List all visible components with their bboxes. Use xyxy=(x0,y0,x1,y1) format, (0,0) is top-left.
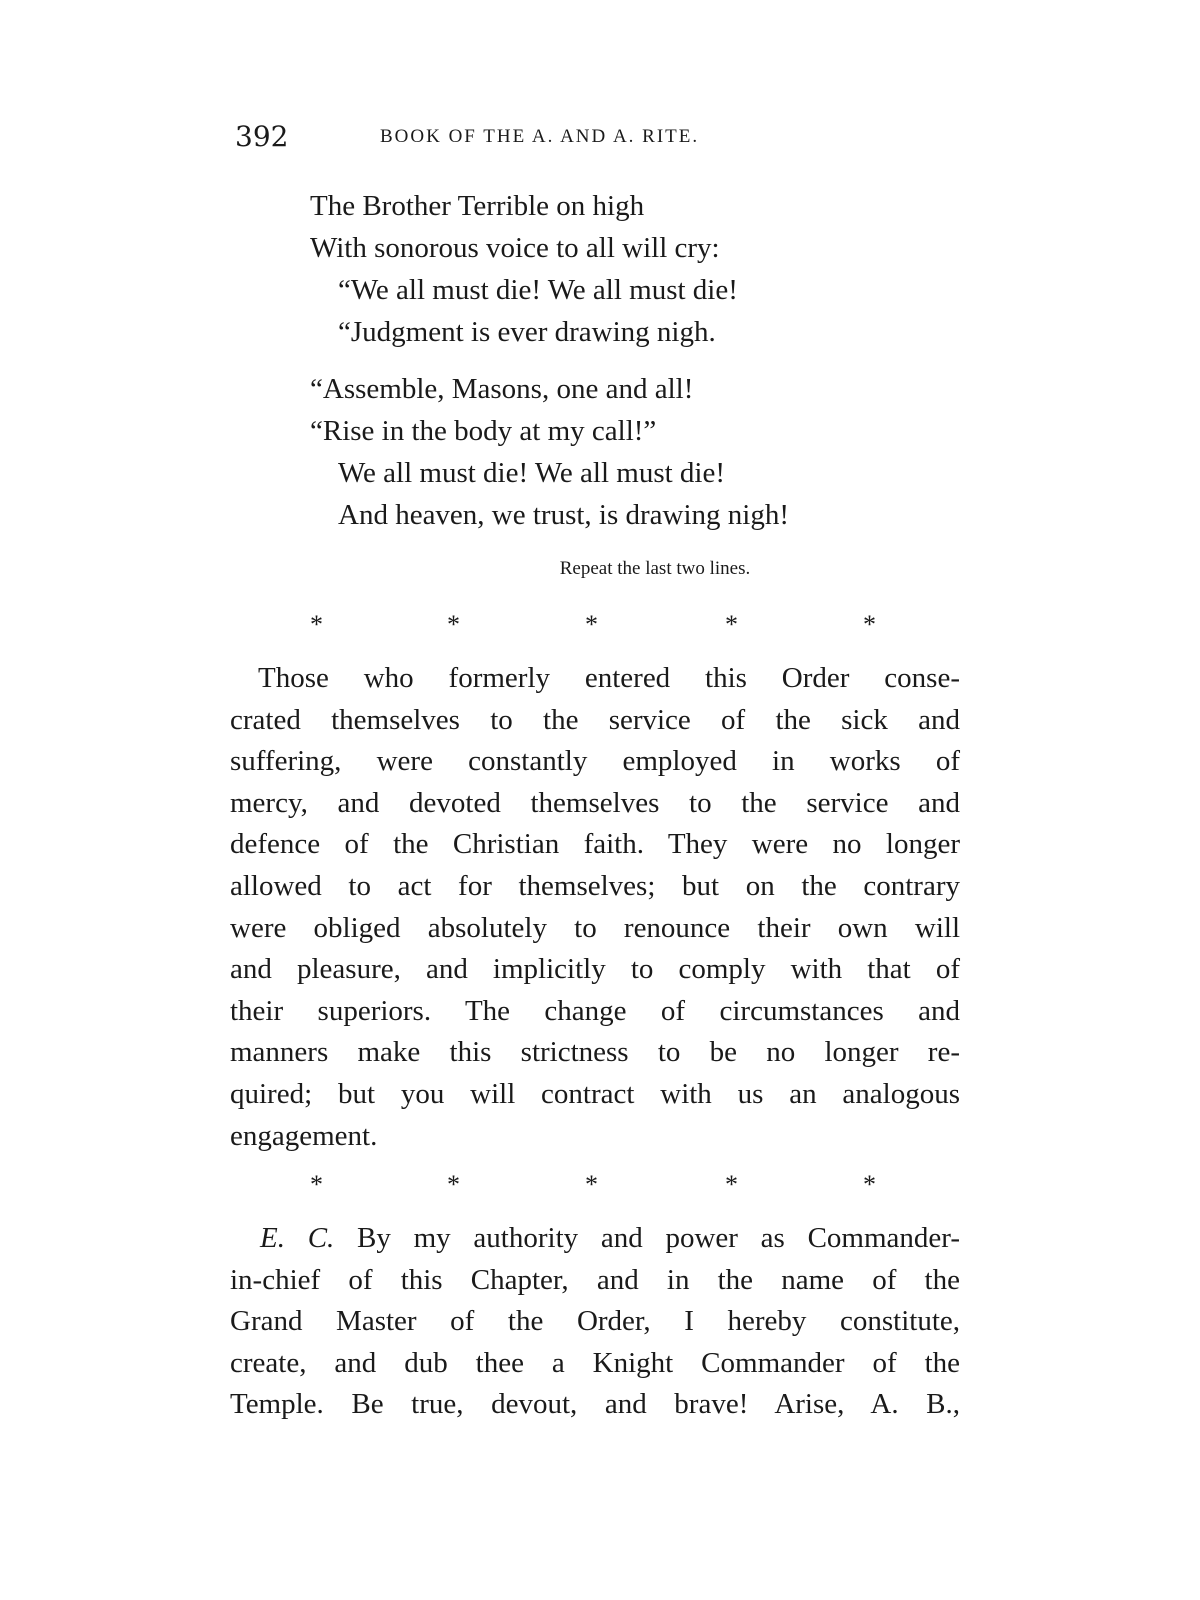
verse-stanza-1 xyxy=(310,185,738,353)
paragraph-line: create, and dub thee a Knight Commander of the xyxy=(230,1346,960,1379)
verse-line: “Assemble, Masons, one and all! xyxy=(310,373,694,405)
paragraph-line: suffering, were constantly employed in works of xyxy=(230,745,960,778)
paragraph-line: Grand Master of the Order, I hereby constitute, xyxy=(230,1305,960,1338)
verse-line: We all must die! We all must die! xyxy=(338,457,726,489)
asterisk: * xyxy=(585,1170,598,1199)
paragraph-line: quired; but you will contract with us an analogous xyxy=(230,1077,960,1110)
speech-text: By my authority and power as Commander- xyxy=(357,1222,960,1254)
asterism-separator xyxy=(310,610,890,640)
verse-line: “We all must die! We all must die! xyxy=(338,274,738,306)
paragraph-line: mercy, and devoted themselves to the service and xyxy=(230,786,960,819)
paragraph-line: their superiors. The change of circumstances and xyxy=(230,994,960,1027)
asterisk: * xyxy=(447,1170,460,1199)
paragraph-line: were obliged absolutely to renounce their own will xyxy=(230,911,960,944)
asterisk: * xyxy=(310,1170,323,1199)
verse-stanza-2 xyxy=(310,368,789,536)
running-title: BOOK OF THE A. AND A. RITE. xyxy=(380,126,700,147)
paragraph-line: defence of the Christian faith. They were no longer xyxy=(230,828,960,861)
paragraph-line: in-chief of this Chapter, and in the name of the xyxy=(230,1263,960,1296)
paragraph-order-history xyxy=(230,658,960,1157)
paragraph-line xyxy=(230,1218,960,1260)
paragraph-line: manners make this strictness to be no longer re- xyxy=(230,1036,960,1069)
asterisk: * xyxy=(863,1170,876,1199)
paragraph-line: Those who formerly entered this Order conse- xyxy=(258,662,960,694)
paragraph-line: engagement. xyxy=(230,1119,378,1152)
asterisk: * xyxy=(725,1170,738,1199)
paragraph-line: allowed to act for themselves; but on the contrary xyxy=(230,869,960,902)
verse-line: “Rise in the body at my call!” xyxy=(310,415,657,447)
asterisk: * xyxy=(863,610,876,639)
verse-line: The Brother Terrible on high xyxy=(310,190,645,222)
verse-line: And heaven, we trust, is drawing nigh! xyxy=(338,499,790,531)
running-head xyxy=(235,120,995,160)
asterisk: * xyxy=(447,610,460,639)
page-number: 392 xyxy=(235,120,289,153)
asterisk: * xyxy=(310,610,323,639)
asterisk: * xyxy=(725,610,738,639)
verse-line: “Judgment is ever drawing nigh. xyxy=(338,316,716,348)
repeat-note: Repeat the last two lines. xyxy=(559,558,751,579)
asterism-separator xyxy=(310,1170,890,1200)
asterisk: * xyxy=(585,610,598,639)
speaker-label: E. C. xyxy=(260,1222,335,1254)
paragraph-line: crated themselves to the service of the sick and xyxy=(230,703,960,736)
paragraph-line: Temple. Be true, devout, and brave! Arise, A. B., xyxy=(230,1388,960,1421)
paragraph-line: and pleasure, and implicitly to comply with that of xyxy=(230,953,960,986)
paragraph-dubbing xyxy=(230,1218,960,1426)
verse-line: With sonorous voice to all will cry: xyxy=(310,232,720,264)
